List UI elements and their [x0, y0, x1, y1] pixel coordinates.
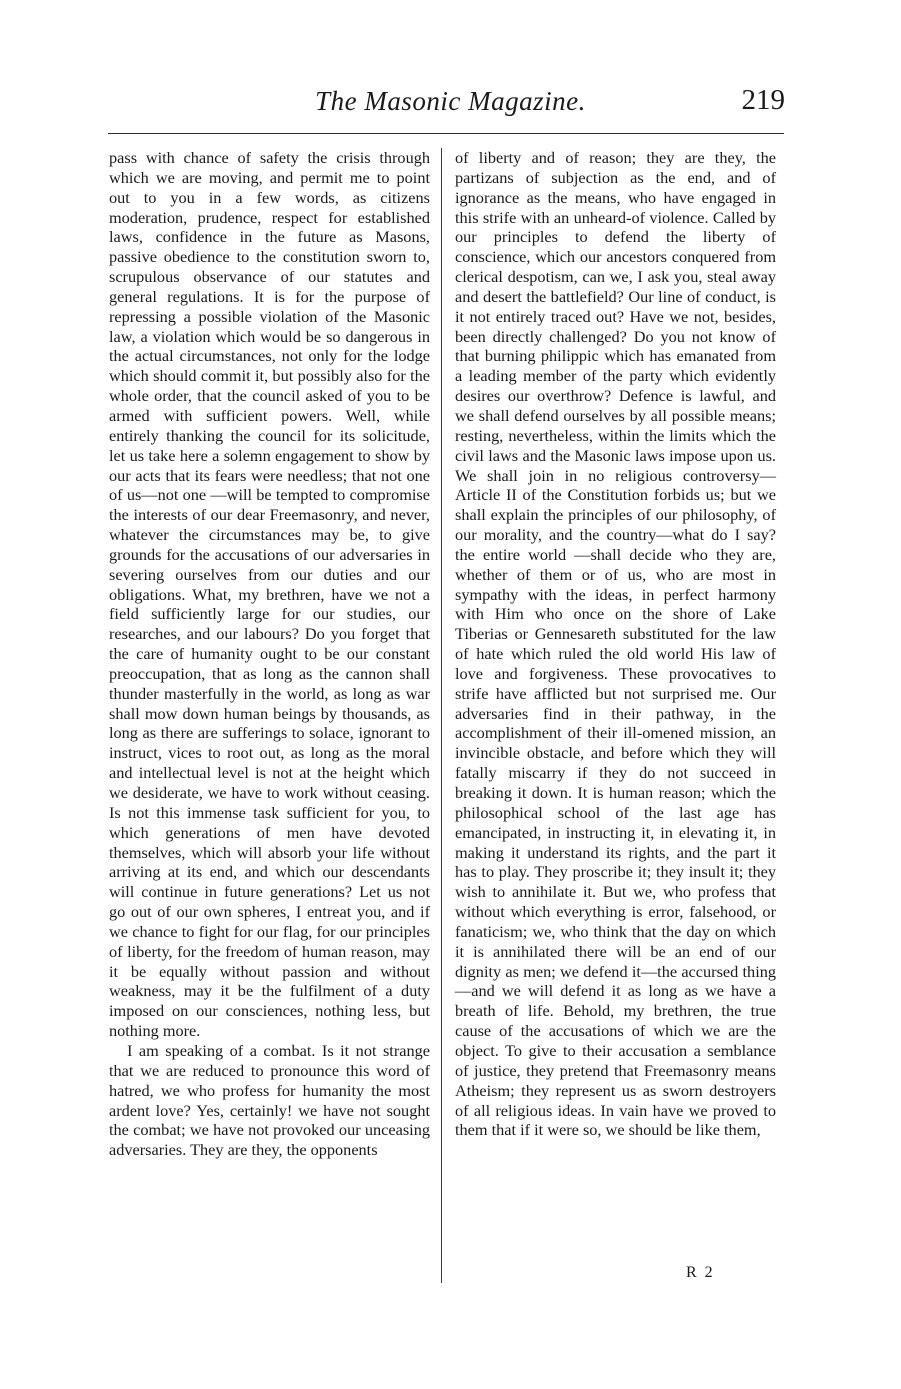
- left-paragraph-1: pass with chance of safety the crisis through which we are moving, and permit me to point out to you in a few words, as citizens moderation, prudence, respect for established laws, confidence in the future as Masons, passive obedience to the constitution sworn to, scrupulous observance of our statutes and general regulations. It is for the purpose of repressing a possible violation of the Masonic law, a violation which would be so dangerous in the actual circumstances, not only for the lodge which should commit it, but possibly also for the whole order, that the council asked of you to be armed with sufficient powers. Well, while entirely thanking the council for its solicitude, let us take here a solemn engagement to show by our acts that its fears were needless; that not one of us—not one —will be tempted to compromise the interests of our dear Freemasonry, and never, whatever the circumstances may be, to give grounds for the accusations of our adversaries in severing ourselves from our duties and our obligations. What, my brethren, have we not a field sufficiently large for our studies, our researches, and our labours? Do you forget that the care of humanity ought to be our constant preoccupation, that as long as the cannon shall thunder masterfully in the world, as long as war shall mow down human beings by thousands, as long as there are sufferings to solace, ignorant to instruct, vices to root out, as long as the moral and intellectual level is not at the height which we desiderate, we have to work without ceasing. Is not this immense task sufficient for you, to which generations of men have devoted themselves, which will absorb your life without arriving at its end, and which our descendants will continue in future generations? Let us not go out of our own spheres, I entreat you, and if we chance to fight for our flag, for our principles of liberty, for the freedom of human reason, may it be equally without passion and without weakness, may it be the fulfilment of a duty imposed on our consciences, nothing less, but nothing more.: [109, 148, 430, 1041]
- signature-mark: R 2: [686, 1264, 715, 1281]
- left-paragraph-2: I am speaking of a combat. Is it not strange that we are reduced to pronounce this word of hatred, we who profess for humanity the most ardent love? Yes, certainly! we have not sought the combat; we have not provoked our unceasing adversaries. They are they, the opponents: [109, 1040, 430, 1160]
- running-head-title: The Masonic Magazine.: [315, 86, 586, 116]
- column-divider: [441, 148, 442, 1283]
- page-number: 219: [741, 84, 785, 116]
- right-column: [455, 148, 776, 1140]
- right-paragraph-1: of liberty and of reason; they are they, the partizans of subjection as the end, and of ignorance as the means, who have engaged in this strife with an unheard-of violence. Called by our principles to defend the liberty of conscience, which our ancestors conquered from clerical despotism, can we, I ask you, steal away and desert the battlefield? Our line of conduct, is it not entirely traced out? Have we not, besides, been directly challenged? Do you not know of that burning philippic which has emanated from a leading member of the party which evidently desires our overthrow? Defence is lawful, and we shall defend ourselves by all possible means; resting, nevertheless, within the limits which the civil laws and the Masonic laws impose upon us. We shall join in no religious controversy—Article II of the Constitution forbids us; but we shall explain the principles of our philosophy, of our morality, and the country—what do I say? the entire world —shall decide who they are, whether of them or of us, who are most in sympathy with the ideas, in perfect harmony with Him who once on the shore of Lake Tiberias or Gennesareth substituted for the law of hate which ruled the old world His law of love and forgiveness. These provocatives to strife have afflicted but not surprised me. Our adversaries find in their pathway, in the accomplishment of their ill-omened mission, an invincible obstacle, and before which they will fatally miscarry if they do not succeed in breaking it down. It is human reason; which the philosophical school of the last age has emancipated, in instructing it, in elevating it, in making it understand its rights, and the part it has to play. They proscribe it; they insult it; they wish to annihilate it. But we, who profess that without which everything is error, falsehood, or fanaticism; we, who think that the day on which it is annihilated there will be an end of our dignity as men; we defend it—the accursed thing—and we will defend it as long as we have a breath of life. Behold, my brethren, the true cause of the accusations of which we are the object. To give to their accusation a semblance of justice, they pretend that Freemasonry means Atheism; they represent us as sworn destroyers of all religious ideas. In vain have we proved to them that if it were so, we should be like them,: [455, 148, 776, 1140]
- left-column: [109, 148, 430, 1160]
- header-rule: [108, 133, 784, 134]
